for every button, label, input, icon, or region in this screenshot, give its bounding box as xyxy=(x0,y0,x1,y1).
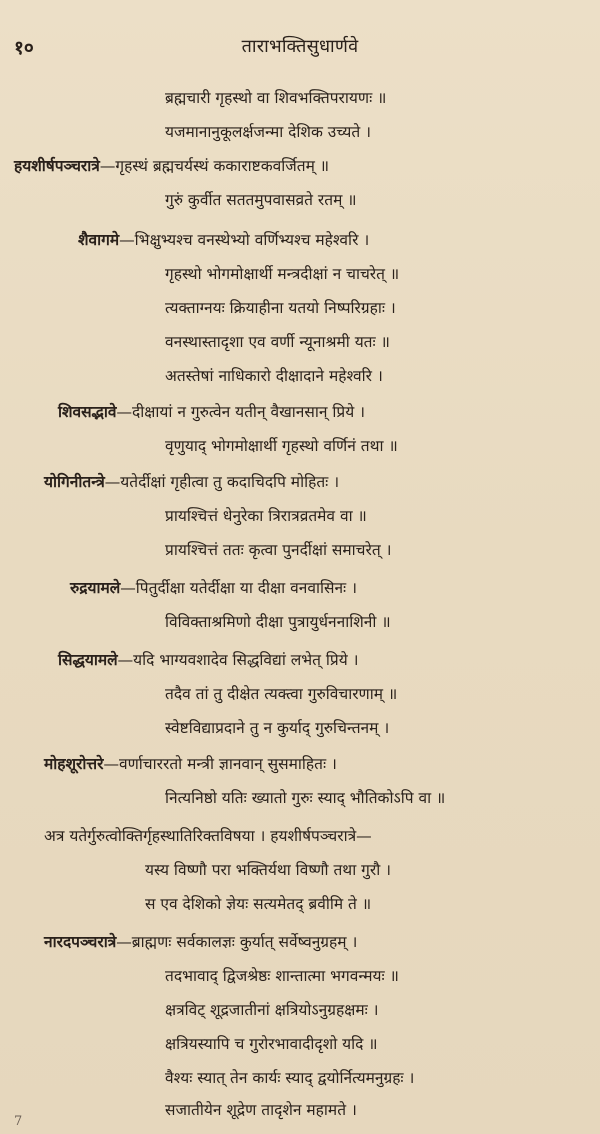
verse-line: यजमानानुकूलर्क्षजन्मा देशिक उच्यते । xyxy=(165,123,372,141)
verse-line: शिवसद्भावे—दीक्षायां न गुरुत्वेन यतीन् वैखानसान् प्रिये । xyxy=(58,402,366,421)
verse-line: वनस्थास्तादृशा एव वर्णी न्यूनाश्रमी यतः ॥ xyxy=(165,333,390,351)
verse-line: क्षत्रियस्यापि च गुरोरभावादीदृशो यदि ॥ xyxy=(165,1035,378,1053)
verse-line: अतस्तेषां नाधिकारो दीक्षादाने महेश्वरि । xyxy=(165,367,383,385)
source-name: शैवागमे xyxy=(78,230,120,249)
source-name: योगिनीतन्त्रे xyxy=(44,472,105,491)
verse-line: स्वेष्टविद्याप्रदाने तु न कुर्याद् गुरुचिन्तनम् । xyxy=(165,719,390,737)
verse-line: रुद्रयामले—पितुर्दीक्षा यतेर्दीक्षा या दीक्षा वनवासिनः । xyxy=(70,578,357,597)
running-title: ताराभक्तिसुधार्णवे xyxy=(241,36,359,57)
verse-line: त्यक्ताग्नयः क्रियाहीना यतयो निष्परिग्रहाः । xyxy=(165,299,396,317)
verse-line: सिद्धयामले—यदि भाग्यवशादेव सिद्धविद्यां लभेत् प्रिये । xyxy=(58,650,359,669)
source-name: मोहशूरोत्तरे xyxy=(44,754,104,773)
verse-line: नित्यनिष्ठो यतिः ख्यातो गुरुः स्याद् भौतिकोऽपि वा ॥ xyxy=(165,789,446,807)
verse-line: गुरुं कुर्वीत सततमुपवासव्रते रतम् ॥ xyxy=(165,191,357,209)
verse-line: प्रायश्चित्तं ततः कृत्वा पुनर्दीक्षां समाचरेत् । xyxy=(165,541,392,559)
verse-line: यस्य विष्णौ परा भक्तिर्यथा विष्णौ तथा गुरौ । xyxy=(145,861,392,879)
prose-line: अत्र यतेर्गुरुत्वोक्तिर्गृहस्थातिरिक्तविषया । हयशीर्षपञ्चरात्रे— xyxy=(44,827,372,845)
source-name: शिवसद्भावे xyxy=(58,402,117,421)
verse-line: सजातीयेन शूद्रेण तादृशेन महामते । xyxy=(165,1101,357,1119)
verse-line: क्षत्रविट् शूद्रजातीनां क्षत्रियोऽनुग्रहक्षमः । xyxy=(165,1001,379,1019)
verse-line: शैवागमे—भिक्षुभ्यश्च वनस्थेभ्यो वर्णिभ्यश्च महेश्वरि । xyxy=(78,230,370,249)
verse-line: वृणुयाद् भोगमोक्षार्थी गृहस्थो वर्णिनं तथा ॥ xyxy=(165,437,398,455)
verse-line: योगिनीतन्त्रे—यतेर्दीक्षां गृहीत्वा तु कदाचिदपि मोहितः । xyxy=(44,472,340,491)
source-name: सिद्धयामले xyxy=(58,650,118,669)
verse-line: वैश्यः स्यात् तेन कार्यः स्याद् द्वयोर्नित्यमनुग्रहः । xyxy=(165,1069,415,1087)
source-name: नारदपञ्चरात्रे xyxy=(44,932,117,951)
verse-line: गृहस्थो भोगमोक्षार्थी मन्त्रदीक्षां न चाचरेत् ॥ xyxy=(165,265,400,283)
verse-line: तदभावाद् द्विजश्रेष्ठः शान्तात्मा भगवन्मयः ॥ xyxy=(165,967,399,985)
verse-line: मोहशूरोत्तरे—वर्णाचाररतो मन्त्री ज्ञानवान् सुसमाहितः । xyxy=(44,754,337,773)
source-name: रुद्रयामले xyxy=(70,578,121,597)
verse-line: विविक्ताश्रमिणो दीक्षा पुत्रायुर्धननाशिनी ॥ xyxy=(165,613,391,631)
verse-line: हयशीर्षपञ्चरात्रे—गृहस्थं ब्रह्मचर्यस्थं ककाराष्टकवर्जितम् ॥ xyxy=(14,156,330,175)
verse-line: प्रायश्चित्तं धेनुरेका त्रिरात्रव्रतमेव वा ॥ xyxy=(165,507,367,525)
verse-line: तदैव तां तु दीक्षेत त्यक्त्वा गुरुविचारणाम् ॥ xyxy=(165,685,398,703)
margin-mark: 7 xyxy=(14,1114,23,1129)
verse-line: नारदपञ्चरात्रे—ब्राह्मणः सर्वकालज्ञः कुर्यात् सर्वेष्वनुग्रहम् । xyxy=(44,932,358,951)
verse-line: ब्रह्मचारी गृहस्थो वा शिवभक्तिपरायणः ॥ xyxy=(165,89,387,107)
page-number: १० xyxy=(14,37,34,59)
verse-line: स एव देशिको ज्ञेयः सत्यमेतद् ब्रवीमि ते ॥ xyxy=(145,895,372,913)
source-name: हयशीर्षपञ्चरात्रे xyxy=(14,156,100,175)
